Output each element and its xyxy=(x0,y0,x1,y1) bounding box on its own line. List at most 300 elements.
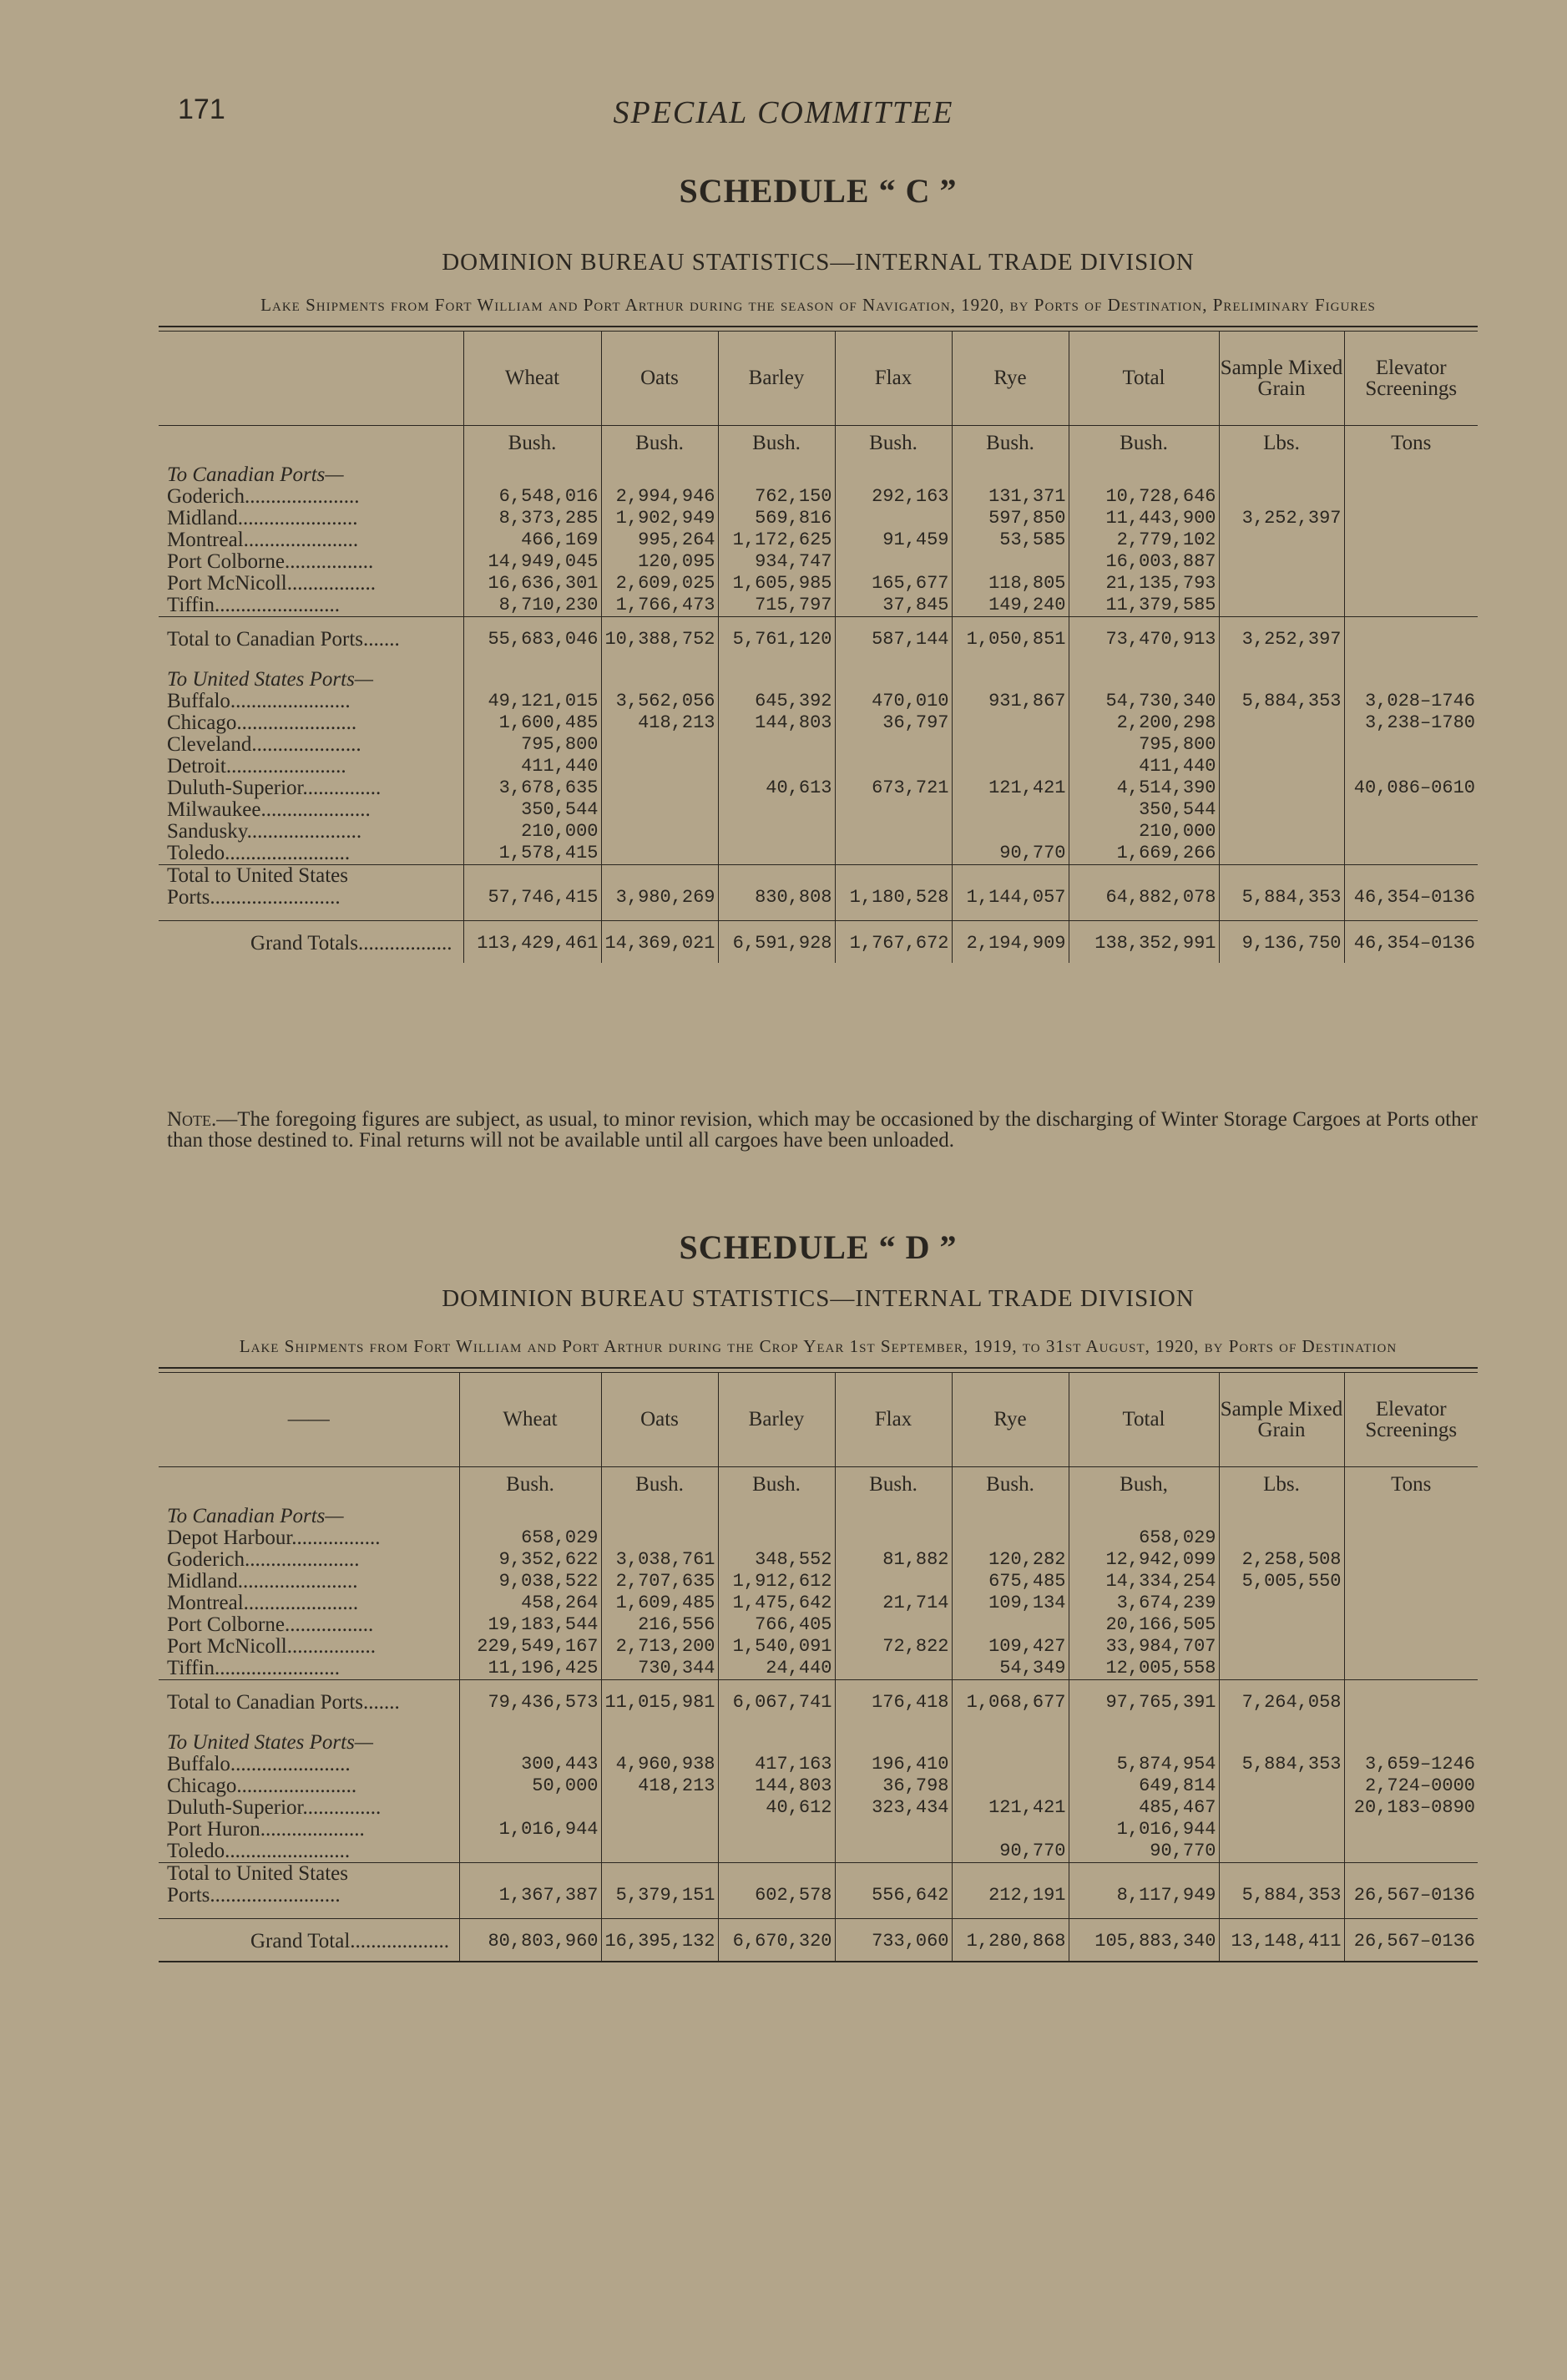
cell-value xyxy=(1219,486,1344,508)
cell-value xyxy=(952,551,1069,573)
cell-value: 1,016,944 xyxy=(1069,1819,1219,1841)
cell-value xyxy=(835,1571,952,1593)
footnote-label: Note. xyxy=(167,1108,217,1131)
cell-value xyxy=(952,1527,1069,1549)
cell-value xyxy=(835,799,952,821)
cell-value: 109,427 xyxy=(952,1636,1069,1658)
us-total-row-label xyxy=(159,864,1478,887)
cell-value: 733,060 xyxy=(835,1918,952,1961)
group-heading: To United States Ports— xyxy=(167,667,374,691)
cell-value: 131,371 xyxy=(952,486,1069,508)
row-label: Total to United States xyxy=(159,1862,459,1885)
cell-value xyxy=(718,1527,835,1549)
cell-value: 8,117,949 xyxy=(1069,1885,1219,1919)
empty-cell xyxy=(1219,864,1344,887)
cell-value xyxy=(952,1819,1069,1841)
empty-cell xyxy=(718,1722,835,1754)
empty-cell xyxy=(835,1496,952,1527)
row-label: Ports......................... xyxy=(167,885,341,909)
cell-value xyxy=(459,1841,601,1863)
column-header: Total xyxy=(1069,1373,1219,1466)
stub-header: —— xyxy=(159,1373,459,1466)
cell-value xyxy=(1344,843,1478,865)
row-label: Total to Canadian Ports....... xyxy=(159,1679,459,1722)
cell-value: 90,770 xyxy=(1069,1841,1219,1863)
cell-value xyxy=(835,734,952,756)
cell-value xyxy=(1344,1593,1478,1614)
cell-value: 649,814 xyxy=(1069,1775,1219,1797)
cell-value xyxy=(1219,551,1344,573)
cell-value: 14,334,254 xyxy=(1069,1571,1219,1593)
empty-cell xyxy=(1344,864,1478,887)
running-head: SPECIAL COMMITTEE xyxy=(613,95,954,130)
table-row xyxy=(159,1549,1478,1571)
cell-value: 120,095 xyxy=(601,551,718,573)
cell-value: 795,800 xyxy=(463,734,601,756)
empty-cell xyxy=(952,454,1069,486)
row-label: Tiffin........................ xyxy=(167,593,340,616)
row-label: Milwaukee..................... xyxy=(167,798,371,821)
column-header: Rye xyxy=(952,332,1069,425)
empty-cell xyxy=(952,1862,1069,1885)
cell-value xyxy=(952,756,1069,777)
cell-value: 138,352,991 xyxy=(1069,920,1219,963)
cell-value xyxy=(1219,799,1344,821)
cell-value: 1,280,868 xyxy=(952,1918,1069,1961)
cell-value: 830,808 xyxy=(718,887,835,921)
cell-value: 3,038,761 xyxy=(601,1549,718,1571)
us-total-row-label xyxy=(159,1862,1478,1885)
cell-value: 458,264 xyxy=(459,1593,601,1614)
cell-value xyxy=(601,821,718,843)
cell-value: 40,086–0610 xyxy=(1344,777,1478,799)
cell-value xyxy=(1219,734,1344,756)
cell-value: 292,163 xyxy=(835,486,952,508)
empty-cell xyxy=(835,1862,952,1885)
cell-value: 13,148,411 xyxy=(1219,1918,1344,1961)
group-heading: To Canadian Ports— xyxy=(167,463,344,486)
cell-value: 931,867 xyxy=(952,691,1069,712)
cell-value: 2,194,909 xyxy=(952,920,1069,963)
cell-value: 795,800 xyxy=(1069,734,1219,756)
cell-value: 1,669,266 xyxy=(1069,843,1219,865)
cell-value xyxy=(835,508,952,529)
stub-header xyxy=(159,332,463,425)
cell-value: 3,678,635 xyxy=(463,777,601,799)
cell-value: 14,369,021 xyxy=(601,920,718,963)
cell-value: 8,373,285 xyxy=(463,508,601,529)
cell-value: 176,418 xyxy=(835,1679,952,1722)
cell-value xyxy=(718,734,835,756)
cell-value: 16,003,887 xyxy=(1069,551,1219,573)
cell-value: 53,585 xyxy=(952,529,1069,551)
cell-value: 11,379,585 xyxy=(1069,595,1219,617)
cell-value: 9,038,522 xyxy=(459,1571,601,1593)
empty-cell xyxy=(718,1496,835,1527)
schedule-c-section xyxy=(159,171,1478,963)
row-label: Grand Totals.................. xyxy=(159,920,463,963)
table-row xyxy=(159,821,1478,843)
cell-value: 8,710,230 xyxy=(463,595,601,617)
table-row xyxy=(159,1571,1478,1593)
table-row xyxy=(159,1797,1478,1819)
cell-value: 995,264 xyxy=(601,529,718,551)
cell-value: 12,942,099 xyxy=(1069,1549,1219,1571)
cell-value: 602,578 xyxy=(718,1885,835,1919)
row-label: Montreal...................... xyxy=(167,528,359,551)
cell-value: 5,884,353 xyxy=(1219,887,1344,921)
cell-value: 2,779,102 xyxy=(1069,529,1219,551)
cell-value: 418,213 xyxy=(601,712,718,734)
empty-cell xyxy=(1344,1496,1478,1527)
cell-value: 1,912,612 xyxy=(718,1571,835,1593)
cell-value: 5,005,550 xyxy=(1219,1571,1344,1593)
cell-value: 587,144 xyxy=(835,616,952,659)
cell-value: 645,392 xyxy=(718,691,835,712)
units-stub xyxy=(159,1466,459,1496)
cell-value: 37,845 xyxy=(835,595,952,617)
column-header: Flax xyxy=(835,332,952,425)
row-label: Total to United States xyxy=(159,864,463,887)
cell-value: 73,470,913 xyxy=(1069,616,1219,659)
cell-value: 2,707,635 xyxy=(601,1571,718,1593)
empty-cell xyxy=(952,1496,1069,1527)
cell-value: 97,765,391 xyxy=(1069,1679,1219,1722)
empty-cell xyxy=(1344,1862,1478,1885)
cell-value: 762,150 xyxy=(718,486,835,508)
cell-value: 556,642 xyxy=(835,1885,952,1919)
cell-value: 934,747 xyxy=(718,551,835,573)
cell-value: 216,556 xyxy=(601,1614,718,1636)
cell-value xyxy=(718,843,835,865)
cell-value: 212,191 xyxy=(952,1885,1069,1919)
empty-cell xyxy=(601,659,718,691)
cell-value xyxy=(718,1841,835,1863)
cell-value: 1,600,485 xyxy=(463,712,601,734)
cell-value xyxy=(1219,1841,1344,1863)
cell-value xyxy=(1219,1797,1344,1819)
cell-value: 1,902,949 xyxy=(601,508,718,529)
table-row xyxy=(159,486,1478,508)
row-label: Cleveland..................... xyxy=(167,732,361,756)
cell-value: 7,264,058 xyxy=(1219,1679,1344,1722)
us-total-row xyxy=(159,1885,1478,1919)
unit-label: Bush, xyxy=(1069,1466,1219,1496)
schedule-d-subtitle: Lake Shipments from Fort William and Port Arthur during the Crop Year 1st September, 1919, to 31st August, 1920, by Ports of Destination xyxy=(239,1336,1398,1356)
empty-cell xyxy=(1069,1862,1219,1885)
cell-value: 2,713,200 xyxy=(601,1636,718,1658)
cell-value: 16,636,301 xyxy=(463,573,601,595)
cell-value: 5,761,120 xyxy=(718,616,835,659)
units-row xyxy=(159,425,1478,454)
cell-value: 6,670,320 xyxy=(718,1918,835,1961)
cell-value: 3,252,397 xyxy=(1219,508,1344,529)
empty-cell xyxy=(1219,454,1344,486)
cell-value: 113,429,461 xyxy=(463,920,601,963)
grand-total-row xyxy=(159,920,1478,963)
cell-value xyxy=(718,1819,835,1841)
cell-value: 4,960,938 xyxy=(601,1754,718,1775)
page-number: 171 xyxy=(178,94,225,125)
cell-value: 1,172,625 xyxy=(718,529,835,551)
unit-label: Bush. xyxy=(601,425,718,454)
empty-cell xyxy=(601,1862,718,1885)
empty-cell xyxy=(601,1496,718,1527)
cell-value: 40,613 xyxy=(718,777,835,799)
schedule-d-bottom-rule xyxy=(159,1961,1478,1962)
cell-value: 1,050,851 xyxy=(952,616,1069,659)
cell-value xyxy=(601,799,718,821)
cell-value: 2,609,025 xyxy=(601,573,718,595)
table-row xyxy=(159,1775,1478,1797)
row-label: Chicago....................... xyxy=(167,711,357,734)
cell-value xyxy=(1219,595,1344,617)
cell-value: 54,730,340 xyxy=(1069,691,1219,712)
column-header: Elevator Screenings xyxy=(1344,1373,1478,1466)
table-row xyxy=(159,529,1478,551)
footnote-text: —The foregoing figures are subject, as usual, to minor revision, which may be occasioned by the discharging of Winter Storage Cargoes at Ports other than those destined to. Final returns will not be available until all cargoes have been unloaded. xyxy=(167,1108,1478,1152)
schedule-c-top-rule xyxy=(159,326,1478,332)
empty-cell xyxy=(463,864,601,887)
cell-value xyxy=(835,843,952,865)
cell-value: 3,028–1746 xyxy=(1344,691,1478,712)
cell-value xyxy=(1219,1636,1344,1658)
cell-value: 350,544 xyxy=(463,799,601,821)
cell-value xyxy=(718,799,835,821)
cell-value: 715,797 xyxy=(718,595,835,617)
cell-value xyxy=(1344,486,1478,508)
cell-value xyxy=(1344,734,1478,756)
cell-value: 109,134 xyxy=(952,1593,1069,1614)
cell-value: 120,282 xyxy=(952,1549,1069,1571)
cell-value: 1,475,642 xyxy=(718,1593,835,1614)
row-label: Tiffin........................ xyxy=(167,1656,340,1679)
cell-value: 1,367,387 xyxy=(459,1885,601,1919)
row-label: Port McNicoll................. xyxy=(167,1634,376,1658)
cell-value: 11,015,981 xyxy=(601,1679,718,1722)
cell-value: 5,379,151 xyxy=(601,1885,718,1919)
cell-value: 196,410 xyxy=(835,1754,952,1775)
cell-value xyxy=(835,1527,952,1549)
cell-value xyxy=(1344,1636,1478,1658)
cell-value: 658,029 xyxy=(1069,1527,1219,1549)
table-row xyxy=(159,1614,1478,1636)
footnote xyxy=(167,1109,1478,1151)
table-row xyxy=(159,1819,1478,1841)
table-row xyxy=(159,1754,1478,1775)
table-row xyxy=(159,1658,1478,1680)
column-header: Sample Mixed Grain xyxy=(1219,332,1344,425)
column-header: Wheat xyxy=(459,1373,601,1466)
cell-value xyxy=(718,821,835,843)
cell-value xyxy=(1344,799,1478,821)
cell-value: 144,803 xyxy=(718,1775,835,1797)
empty-cell xyxy=(463,454,601,486)
empty-cell xyxy=(1069,659,1219,691)
group-heading-row xyxy=(159,454,1478,486)
table-row xyxy=(159,756,1478,777)
cell-value: 766,405 xyxy=(718,1614,835,1636)
table-row xyxy=(159,1636,1478,1658)
empty-cell xyxy=(952,864,1069,887)
row-label: Buffalo....................... xyxy=(167,689,351,712)
empty-cell xyxy=(601,1722,718,1754)
unit-label: Tons xyxy=(1344,425,1478,454)
cell-value xyxy=(1344,821,1478,843)
table-row xyxy=(159,843,1478,865)
us-total-row xyxy=(159,887,1478,921)
schedule-d-table xyxy=(159,1373,1478,1961)
cell-value: 5,884,353 xyxy=(1219,691,1344,712)
row-label: Toledo........................ xyxy=(167,1839,351,1862)
cell-value: 79,436,573 xyxy=(459,1679,601,1722)
cell-value: 5,874,954 xyxy=(1069,1754,1219,1775)
cell-value xyxy=(601,1527,718,1549)
cell-value: 350,544 xyxy=(1069,799,1219,821)
cell-value xyxy=(1344,529,1478,551)
cell-value: 411,440 xyxy=(463,756,601,777)
cell-value: 50,000 xyxy=(459,1775,601,1797)
empty-cell xyxy=(463,659,601,691)
cell-value: 300,443 xyxy=(459,1754,601,1775)
cell-value xyxy=(1219,777,1344,799)
column-header: Sample Mixed Grain xyxy=(1219,1373,1344,1466)
unit-label: Tons xyxy=(1344,1466,1478,1496)
table-row xyxy=(159,551,1478,573)
cell-value xyxy=(1344,1819,1478,1841)
cell-value: 348,552 xyxy=(718,1549,835,1571)
cell-value: 1,016,944 xyxy=(459,1819,601,1841)
cell-value: 4,514,390 xyxy=(1069,777,1219,799)
cell-value: 675,485 xyxy=(952,1571,1069,1593)
grand-total-row xyxy=(159,1918,1478,1961)
cell-value xyxy=(835,1819,952,1841)
empty-cell xyxy=(718,659,835,691)
cell-value: 485,467 xyxy=(1069,1797,1219,1819)
cell-value: 1,609,485 xyxy=(601,1593,718,1614)
unit-label: Bush. xyxy=(718,425,835,454)
cell-value xyxy=(1344,1549,1478,1571)
empty-cell xyxy=(718,1862,835,1885)
row-label: Depot Harbour................. xyxy=(167,1526,381,1549)
cell-value: 121,421 xyxy=(952,777,1069,799)
schedule-d-section xyxy=(159,1228,1478,1962)
cell-value: 21,135,793 xyxy=(1069,573,1219,595)
cell-value: 11,196,425 xyxy=(459,1658,601,1680)
cell-value xyxy=(1219,1614,1344,1636)
table-row xyxy=(159,734,1478,756)
column-header: Elevator Screenings xyxy=(1344,332,1478,425)
empty-cell xyxy=(952,1722,1069,1754)
cell-value: 210,000 xyxy=(463,821,601,843)
empty-cell xyxy=(1219,1722,1344,1754)
cell-value: 1,766,473 xyxy=(601,595,718,617)
empty-cell xyxy=(1069,864,1219,887)
group-heading-row xyxy=(159,659,1478,691)
cell-value: 40,612 xyxy=(718,1797,835,1819)
cell-value: 20,166,505 xyxy=(1069,1614,1219,1636)
empty-cell xyxy=(601,454,718,486)
schedule-c-title: SCHEDULE “ C ” xyxy=(679,172,958,210)
cell-value xyxy=(1344,756,1478,777)
cell-value: 229,549,167 xyxy=(459,1636,601,1658)
unit-label: Lbs. xyxy=(1219,425,1344,454)
cell-value: 9,352,622 xyxy=(459,1549,601,1571)
row-label: Port Colborne................. xyxy=(167,549,374,573)
cell-value xyxy=(835,551,952,573)
cell-value: 3,238–1780 xyxy=(1344,712,1478,734)
row-label: Goderich...................... xyxy=(167,1547,360,1571)
column-header: Barley xyxy=(718,332,835,425)
cell-value: 10,388,752 xyxy=(601,616,718,659)
unit-label: Bush. xyxy=(835,1466,952,1496)
cell-value xyxy=(1344,595,1478,617)
cell-value: 26,567–0136 xyxy=(1344,1918,1478,1961)
cell-value: 673,721 xyxy=(835,777,952,799)
schedule-c-subtitle: Lake Shipments from Fort William and Port Arthur during the season of Navigation, 1920, by Ports of Destination, Preliminary Figures xyxy=(260,295,1376,315)
cell-value: 49,121,015 xyxy=(463,691,601,712)
cell-value: 417,163 xyxy=(718,1754,835,1775)
cell-value: 33,984,707 xyxy=(1069,1636,1219,1658)
cell-value: 149,240 xyxy=(952,595,1069,617)
cell-value: 9,136,750 xyxy=(1219,920,1344,963)
cell-value xyxy=(1344,1841,1478,1863)
cell-value: 6,548,016 xyxy=(463,486,601,508)
cell-value xyxy=(1344,616,1478,659)
row-label: Midland....................... xyxy=(167,506,358,529)
cell-value xyxy=(601,756,718,777)
cell-value: 3,252,397 xyxy=(1219,616,1344,659)
cell-value xyxy=(1344,1679,1478,1722)
table-row xyxy=(159,1593,1478,1614)
table-row xyxy=(159,777,1478,799)
unit-label: Bush. xyxy=(952,1466,1069,1496)
empty-cell xyxy=(835,454,952,486)
cell-value: 105,883,340 xyxy=(1069,1918,1219,1961)
group-heading: To Canadian Ports— xyxy=(167,1504,344,1527)
empty-cell xyxy=(1219,659,1344,691)
empty-cell xyxy=(1069,454,1219,486)
cell-value xyxy=(601,1841,718,1863)
cell-value xyxy=(1344,1571,1478,1593)
cell-value: 6,591,928 xyxy=(718,920,835,963)
cell-value: 597,850 xyxy=(952,508,1069,529)
cell-value xyxy=(952,1775,1069,1797)
row-label: Port Huron.................... xyxy=(167,1817,365,1841)
cell-value xyxy=(601,1819,718,1841)
cell-value xyxy=(835,756,952,777)
cell-value: 569,816 xyxy=(718,508,835,529)
cell-value: 64,882,078 xyxy=(1069,887,1219,921)
cell-value xyxy=(952,821,1069,843)
row-label: Grand Total................... xyxy=(159,1918,459,1961)
row-label: Port McNicoll................. xyxy=(167,571,376,595)
units-row xyxy=(159,1466,1478,1496)
table-row xyxy=(159,595,1478,617)
column-header: Oats xyxy=(601,332,718,425)
cell-value: 36,798 xyxy=(835,1775,952,1797)
cell-value xyxy=(835,1614,952,1636)
row-label: Ports......................... xyxy=(167,1883,341,1907)
cell-value xyxy=(718,756,835,777)
cell-value: 3,980,269 xyxy=(601,887,718,921)
cell-value: 1,767,672 xyxy=(835,920,952,963)
cell-value xyxy=(1344,573,1478,595)
cell-value: 20,183–0890 xyxy=(1344,1797,1478,1819)
cell-value xyxy=(1344,1658,1478,1680)
cell-value: 210,000 xyxy=(1069,821,1219,843)
empty-cell xyxy=(459,1862,601,1885)
